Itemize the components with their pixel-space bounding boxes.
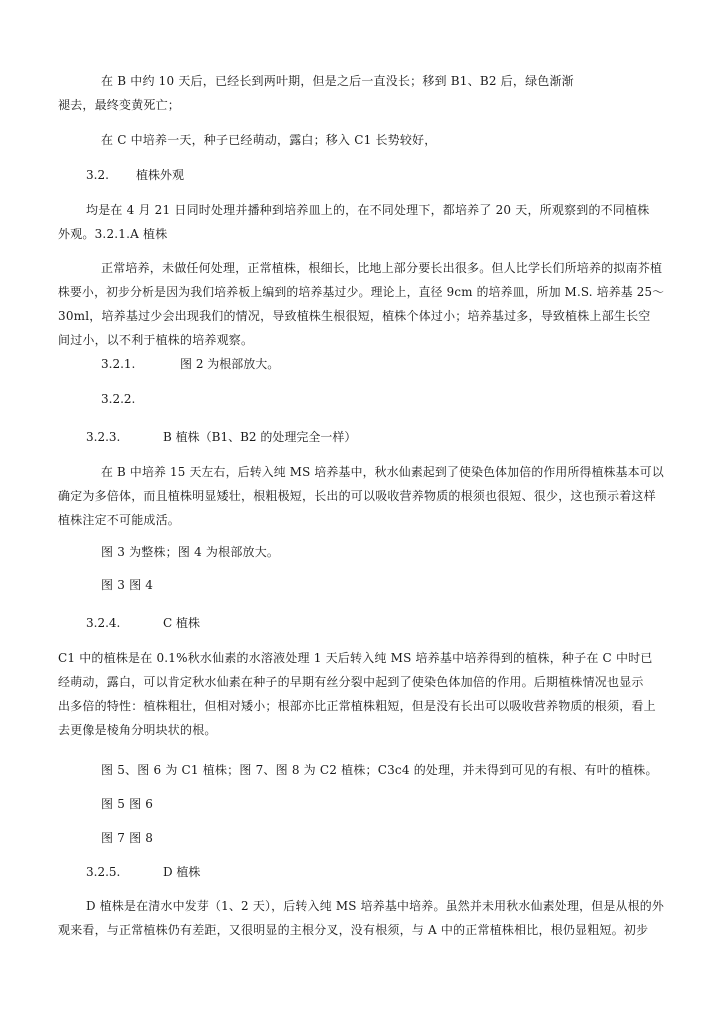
figure-2-caption: 图 2 为根部放大。 xyxy=(180,357,280,371)
section-3-2-5-title: D 植株 xyxy=(163,865,201,879)
paragraph-appearance-line: 均是在 4 月 21 日同时处理并播种到培养皿上的，在不同处理下，都培养了 20 天，所观察到的不同植株 xyxy=(86,203,650,217)
paragraph-appearance-line: 外观。3.2.1.A 植株 xyxy=(58,227,168,241)
paragraph-a-plant-line: 30ml，培养基过少会出现我们的情况，导致植株生根很短，植株个体过小；培养基过多，导致植株上部生长空 xyxy=(58,309,651,323)
paragraph-b-plant-line: 确定为多倍体，而且植株明显矮壮，根粗极短，长出的可以吸收营养物质的根须也很短、很少，这也预示着这样 xyxy=(58,489,656,503)
paragraph-d-plant-line: 观来看，与正常植株仍有差距，又很明显的主根分叉，没有根须，与 A 中的正常植株相比，根仍显粗短。初步 xyxy=(58,923,649,937)
paragraph-a-plant-line: 正常培养，未做任何处理，正常植株，根细长，比地上部分要长出很多。但人比学长们所培养的拟南芥植 xyxy=(101,261,663,275)
figure-5-8-caption: 图 5、图 6 为 C1 植株；图 7、图 8 为 C2 植株；C3c4 的处理，并未得到可见的有根、有叶的植株。 xyxy=(101,763,658,777)
paragraph-b-line: 在 B 中约 10 天后，已经长到两叶期，但是之后一直没长；移到 B1、B2 后，绿色渐渐 xyxy=(101,74,574,88)
paragraph-a-plant-line: 间过小，以不利于植株的培养观察。 xyxy=(58,333,254,347)
section-3-2-number: 3.2. xyxy=(86,168,109,182)
paragraph-c-plant-line: C1 中的植株是在 0.1%秋水仙素的水溶液处理 1 天后转入纯 MS 培养基中培养得到的植株，种子在 C 中时已 xyxy=(58,651,653,665)
figure-3-4-caption: 图 3 为整株；图 4 为根部放大。 xyxy=(101,545,280,559)
paragraph-b-plant-line: 在 B 中培养 15 天左右，后转入纯 MS 培养基中，秋水仙素起到了使染色体加倍的作用所得植株基本可以 xyxy=(101,465,664,479)
paragraph-c-plant-line: 去更像是棱角分明块状的根。 xyxy=(58,723,217,737)
section-3-2-title: 植株外观 xyxy=(136,168,185,182)
paragraph-c-plant-line: 经萌动，露白，可以肯定秋水仙素在种子的早期有丝分裂中起到了使染色体加倍的作用。后期植株情况也显示 xyxy=(58,675,644,689)
section-3-2-4-title: C 植株 xyxy=(163,616,200,630)
paragraph-a-plant-line: 株要小，初步分析是因为我们培养板上编到的培养基过少。理论上，直径 9cm 的培养皿，所加 M.S. 培养基 25～ xyxy=(58,285,665,299)
paragraph-c-plant-line: 出多倍的特性：植株粗壮，但相对矮小；根部亦比正常植株粗短，但是没有长出可以吸收营养物质的根须，看上 xyxy=(58,699,656,713)
figure-3-4-placeholder: 图 3 图 4 xyxy=(101,578,154,592)
paragraph-b-line: 褪去，最终变黄死亡； xyxy=(58,98,181,112)
section-3-2-2-number: 3.2.2. xyxy=(101,392,136,406)
paragraph-d-plant-line: D 植株是在清水中发芽（1、2 天），后转入纯 MS 培养基中培养。虽然并未用秋水仙素处理，但是从根的外 xyxy=(86,899,665,913)
figure-7-8-placeholder: 图 7 图 8 xyxy=(101,831,154,845)
section-3-2-5-number: 3.2.5. xyxy=(86,865,121,879)
section-3-2-4-number: 3.2.4. xyxy=(86,616,121,630)
paragraph-b-plant-line: 植株注定不可能成活。 xyxy=(58,513,181,527)
paragraph-c-line: 在 C 中培养一天，种子已经萌动，露白；移入 C1 长势较好， xyxy=(101,133,437,147)
section-3-2-1-number: 3.2.1. xyxy=(101,357,136,371)
section-3-2-3-number: 3.2.3. xyxy=(86,430,121,444)
figure-5-6-placeholder: 图 5 图 6 xyxy=(101,797,154,811)
section-3-2-3-title: B 植株（B1、B2 的处理完全一样） xyxy=(163,430,357,444)
